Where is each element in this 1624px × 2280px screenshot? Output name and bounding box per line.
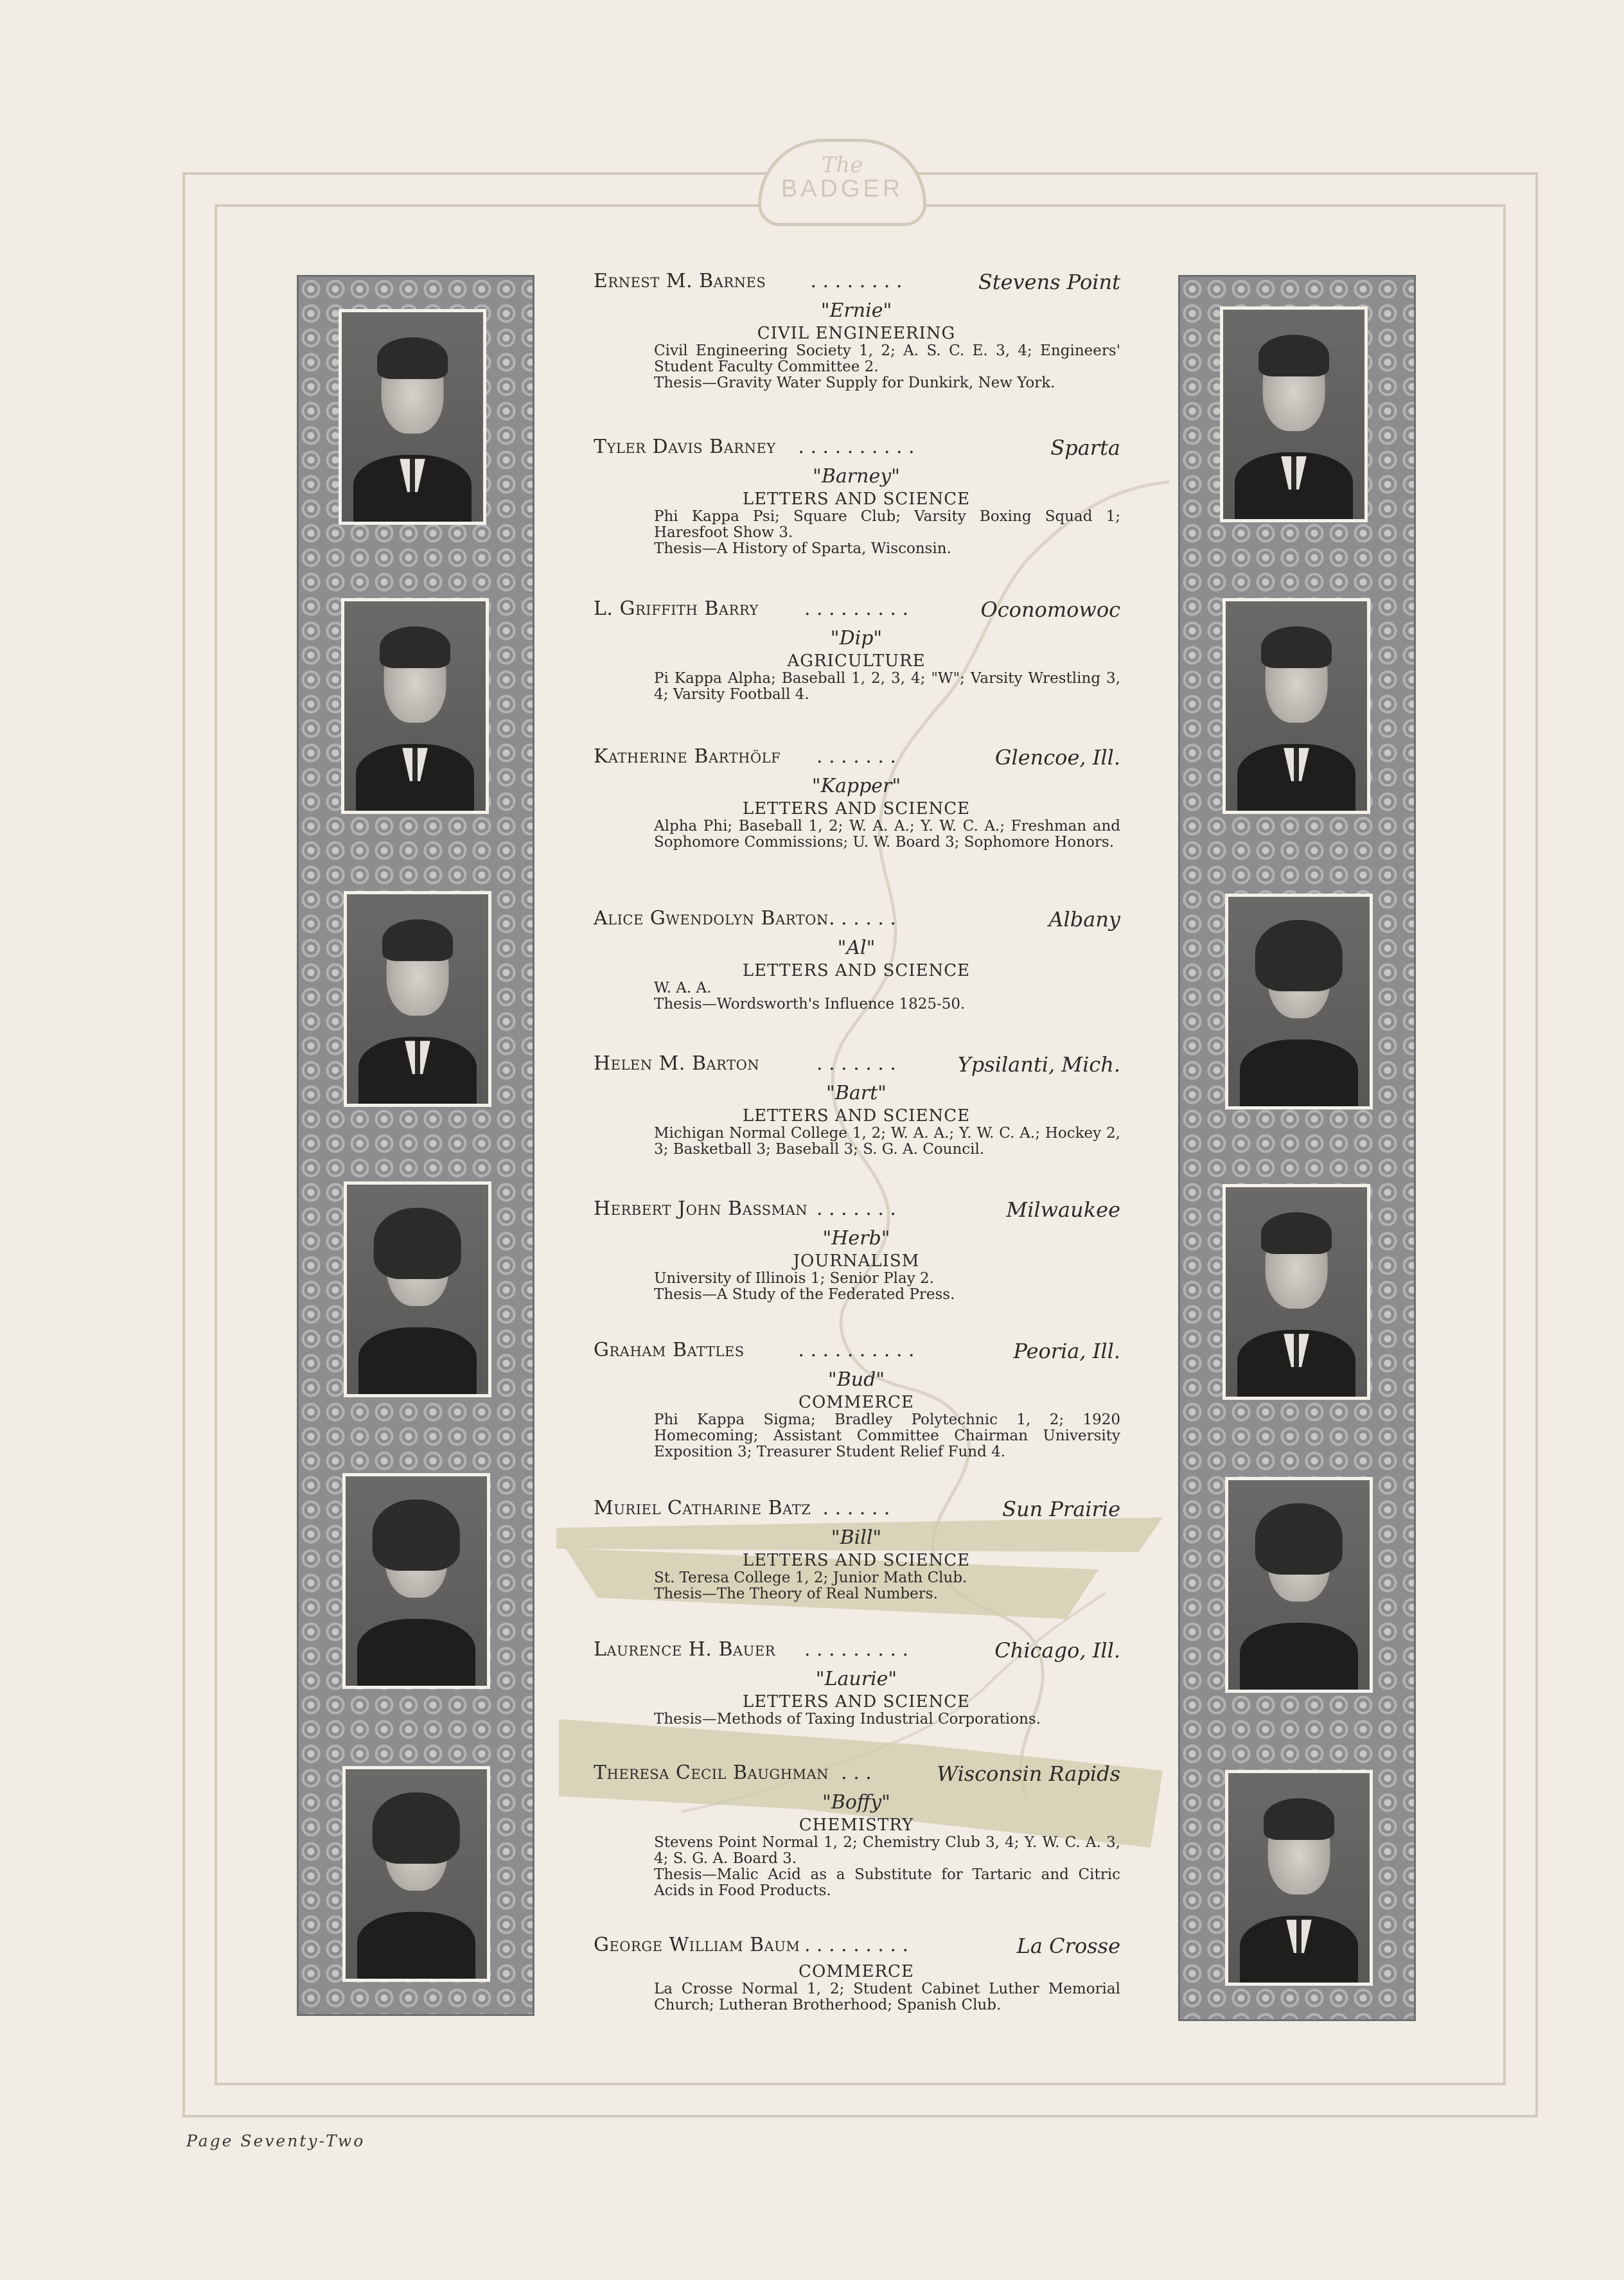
page-number: Page Seventy-Two: [186, 2132, 366, 2150]
entry-details: Michigan Normal College 1, 2; W. A. A.; Y. W. C. A.; Hockey 2, 3; Basketball 3; Baseball 3; S. G. A. Council.: [654, 1125, 1120, 1158]
entry-details: Pi Kappa Alpha; Baseball 1, 2, 3, 4; "W"; Varsity Wrestling 3, 4; Varsity Football 4.: [654, 670, 1120, 703]
entry-details: University of Illinois 1; Senior Play 2. Thesis—A Study of the Federated Press.: [654, 1270, 955, 1303]
entry-course: COMMERCE: [799, 1393, 914, 1412]
leader-dots: . . . . . . . . . .: [798, 1339, 915, 1361]
entry-town: Oconomowoc: [980, 597, 1120, 622]
entry-town: Peoria, Ill.: [1013, 1339, 1120, 1363]
portrait-battles: [1225, 1477, 1373, 1693]
entry: [592, 1339, 1120, 1460]
portrait-bassman: [1222, 1184, 1370, 1400]
entry-course: LETTERS AND SCIENCE: [742, 1106, 971, 1126]
entry: [592, 597, 1120, 703]
entry-name: Katherine Barthölf: [594, 745, 781, 768]
portrait-barthold: [1222, 598, 1370, 814]
right-photo-strip: [1178, 275, 1416, 2021]
entry-course: JOURNALISM: [793, 1251, 920, 1271]
entry-course: CIVIL ENGINEERING: [757, 324, 956, 343]
entry-town: Glencoe, Ill.: [994, 745, 1120, 770]
entry: [592, 1638, 1120, 1728]
entry-details: Thesis—Methods of Taxing Industrial Corporations.: [654, 1711, 1041, 1728]
badger-crest: [758, 139, 926, 226]
crest-badger: BADGER: [781, 175, 904, 202]
entry-nickname: "Barney": [813, 465, 900, 488]
entry-town: Ypsilanti, Mich.: [957, 1052, 1120, 1077]
portrait-barton-alice: [344, 891, 491, 1107]
entry-nickname: "Laurie": [815, 1668, 897, 1690]
entry-course: AGRICULTURE: [787, 651, 926, 671]
portrait-barnes: [339, 309, 486, 525]
entry-course: LETTERS AND SCIENCE: [742, 1692, 971, 1711]
leader-dots: . . . . . .: [822, 1497, 890, 1519]
entry: [592, 907, 1120, 1012]
entry-town: Chicago, Ill.: [994, 1638, 1120, 1663]
entry-name: Alice Gwendolyn Barton: [594, 907, 829, 930]
entry-name: Helen M. Barton: [594, 1052, 760, 1075]
entry-nickname: "Dip": [830, 627, 883, 650]
entry: [592, 745, 1120, 851]
entry-name: Theresa Cecil Baughman: [594, 1762, 829, 1784]
entry-nickname: "Ernie": [820, 299, 892, 322]
entry-name: Laurence H. Bauer: [594, 1638, 776, 1661]
entry-nickname: "Herb": [822, 1227, 890, 1250]
entry-nickname: "Bart": [826, 1082, 887, 1104]
entry: [592, 1762, 1120, 1899]
entry-name: L. Griffith Barry: [594, 597, 759, 620]
entry: [592, 1934, 1120, 2013]
entry-details: Civil Engineering Society 1, 2; A. S. C. E. 3, 4; Engineers' Student Faculty Committee 2. Thesis—Gravity Water Supply for Dunkirk, New York.: [654, 342, 1120, 391]
leader-dots: . . . . . . .: [816, 1197, 896, 1220]
portrait-barney: [1220, 306, 1368, 522]
leader-dots: . . . . . . . . .: [804, 1638, 909, 1661]
entry-nickname: "Kapper": [811, 775, 901, 797]
leader-dots: . . . . . . .: [816, 745, 896, 768]
entry-name: George William Baum: [594, 1934, 800, 1956]
entry: [592, 436, 1120, 557]
entry-details: St. Teresa College 1, 2; Junior Math Club. Thesis—The Theory of Real Numbers.: [654, 1569, 967, 1602]
entry-course: LETTERS AND SCIENCE: [742, 490, 971, 509]
portrait-barry: [341, 598, 489, 814]
entry-name: Ernest M. Barnes: [594, 270, 766, 292]
entry-details: Alpha Phi; Baseball 1, 2; W. A. A.; Y. W. C. A.; Freshman and Sophomore Commissions; U. W. Board 3; Sophomore Honors.: [654, 818, 1120, 851]
entry-course: LETTERS AND SCIENCE: [742, 1551, 971, 1570]
entry-name: Graham Battles: [594, 1339, 745, 1361]
leader-dots: . . . . . . . . .: [804, 597, 909, 620]
entry-course: LETTERS AND SCIENCE: [742, 799, 971, 818]
entry-town: Wisconsin Rapids: [937, 1762, 1120, 1786]
portrait-bauer: [1225, 1770, 1373, 1986]
leader-dots: . . . . . . . . .: [804, 1934, 909, 1956]
entry-town: Sun Prairie: [1002, 1497, 1120, 1521]
entry-town: La Crosse: [1016, 1934, 1120, 1958]
entry-name: Tyler Davis Barney: [594, 436, 776, 458]
entry-name: Muriel Catharine Batz: [594, 1497, 811, 1519]
entry-course: CHEMISTRY: [799, 1816, 914, 1835]
portrait-barton-helen: [344, 1181, 491, 1397]
entry-details: La Crosse Normal 1, 2; Student Cabinet Luther Memorial Church; Lutheran Brotherhood; Spanish Club.: [654, 1981, 1120, 2013]
entry: [592, 1052, 1120, 1158]
entry-details: Stevens Point Normal 1, 2; Chemistry Club 3, 4; Y. W. C. A. 3, 4; S. G. A. Board 3. Thesis—Malic Acid as a Substitute for Tartaric and Citric Acids in Food Products.: [654, 1834, 1120, 1899]
entry: [592, 1197, 1120, 1303]
entry-nickname: "Boffy": [822, 1791, 890, 1814]
entry-course: COMMERCE: [799, 1962, 914, 1981]
entry-town: Sparta: [1050, 436, 1120, 460]
entry-details: W. A. A. Thesis—Wordsworth's Influence 1825-50.: [654, 980, 966, 1012]
entry-nickname: "Al": [837, 937, 876, 959]
leader-dots: . . .: [841, 1762, 872, 1784]
leader-dots: . . . . . . .: [816, 1052, 896, 1075]
entry-nickname: "Bill": [831, 1526, 882, 1549]
leader-dots: . . . . . . . . . .: [798, 436, 915, 458]
entry-town: Milwaukee: [1006, 1197, 1120, 1222]
portrait-baughman: [342, 1766, 490, 1982]
leader-dots: . . . . . . . .: [810, 270, 903, 292]
entry-details: Phi Kappa Psi; Square Club; Varsity Boxing Squad 1; Haresfoot Show 3. Thesis—A History of Sparta, Wisconsin.: [654, 508, 1120, 557]
entry-name: Herbert John Bassman: [594, 1197, 808, 1220]
leader-dots: . . . . . . .: [816, 907, 896, 930]
entry: [592, 1497, 1120, 1602]
entry-nickname: "Bud": [827, 1368, 885, 1391]
entry-town: Albany: [1048, 907, 1120, 932]
entry-course: LETTERS AND SCIENCE: [742, 961, 971, 980]
portrait-batz: [342, 1473, 490, 1689]
entry-town: Stevens Point: [978, 270, 1120, 294]
left-photo-strip: [297, 275, 534, 2016]
entry: [592, 270, 1120, 391]
entry-details: Phi Kappa Sigma; Bradley Polytechnic 1, 2; 1920 Homecoming; Assistant Committee Chairman University Exposition 3; Treasurer Student Relief Fund 4.: [654, 1411, 1120, 1460]
portrait-barton-2: [1225, 894, 1373, 1109]
crest-the: The: [821, 152, 863, 178]
